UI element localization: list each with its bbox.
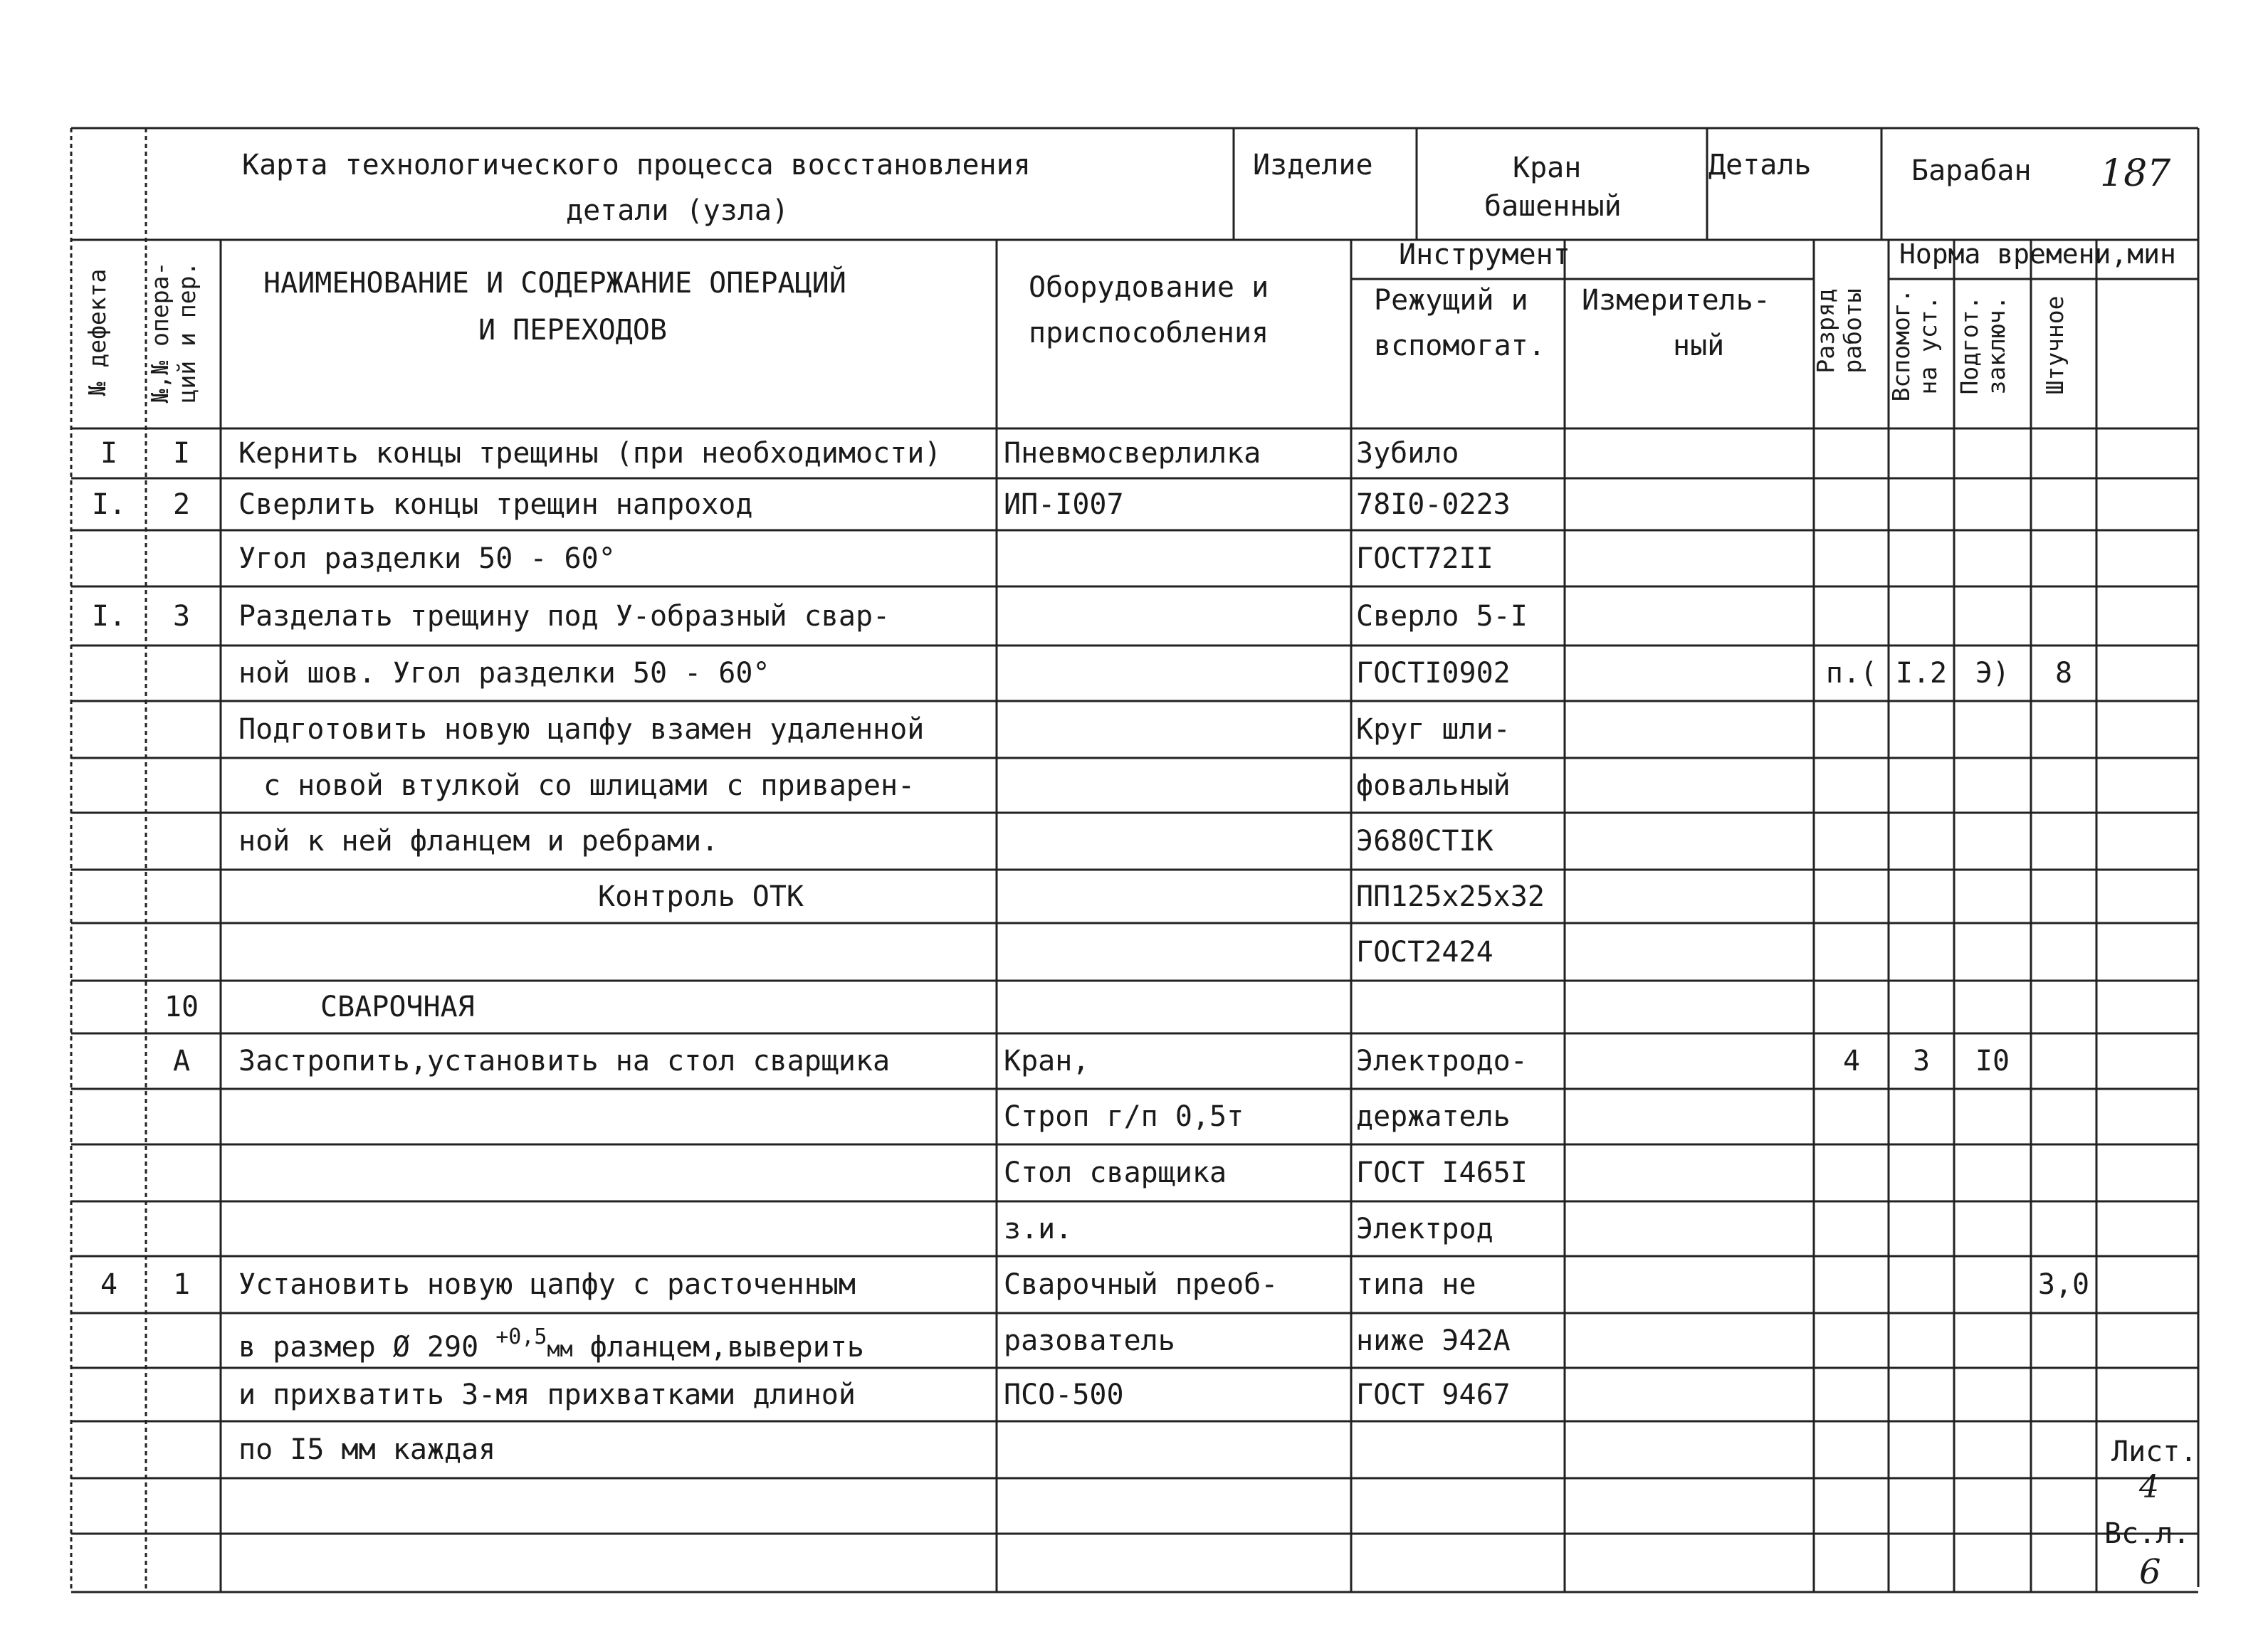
cell-cut: Сверло 5-I (1356, 600, 1528, 633)
title-line-1: Карта технологического процесса восстановления (242, 149, 1031, 181)
cell-op: 10 (164, 991, 199, 1023)
cell-name: ной к ней фланцем и ребрами. (238, 825, 719, 858)
cell-cut: держатель (1356, 1100, 1511, 1133)
cell-equip: Пневмосверлилка (1004, 437, 1261, 470)
cell-cut: ГОСТI0902 (1356, 657, 1511, 690)
cell-name: Установить новую цапфу с расточенным (238, 1268, 856, 1301)
cell-op: 1 (172, 1268, 191, 1301)
cell-name-part: в размер Ø 290 (238, 1331, 496, 1364)
col-defect-no: № дефекта (83, 268, 111, 396)
cell-aux: 3 (1912, 1045, 1931, 1077)
cell-cut: Электрод (1356, 1213, 1493, 1245)
cell-cut: Э680СТIК (1356, 825, 1493, 858)
cell-op: I (172, 437, 191, 470)
cell-equip: разователь (1004, 1324, 1175, 1357)
cell-name-part: мм (547, 1337, 573, 1362)
cell-grade: п.( (1825, 657, 1878, 690)
col-measuring-line-1: Измеритель- (1582, 284, 1770, 317)
cell-op: А (172, 1045, 191, 1077)
cell-equip: ИП-I007 (1004, 488, 1124, 521)
col-cutting-line-1: Режущий и (1374, 284, 1528, 317)
product-value-line-2: башенный (1484, 190, 1622, 223)
part-label: Деталь (1708, 149, 1812, 181)
cell-op: 3 (172, 600, 191, 633)
col-op-no: №,№ опера- ций и пер. (146, 261, 201, 404)
cell-grade: 4 (1842, 1045, 1861, 1077)
col-name-line-1: НАИМЕНОВАНИЕ И СОДЕРЖАНИЕ ОПЕРАЦИЙ (263, 267, 846, 300)
col-measuring-line-2: ный (1673, 330, 1725, 362)
cell-name: Разделать трещину под У-образный свар- (238, 600, 891, 633)
cell-name: ной шов. Угол разделки 50 - 60° (238, 657, 770, 690)
cell-cut: ГОСТ2424 (1356, 936, 1493, 969)
cell-cut: ПП125х25х32 (1356, 880, 1545, 913)
cell-name-part: +0,5 (495, 1324, 547, 1349)
total-sheets-label: Вс.л. (2104, 1517, 2190, 1550)
total-sheets-value: 6 (2139, 1552, 2161, 1592)
cell-prep: I0 (1975, 1045, 2010, 1077)
cell-name: Угол разделки 50 - 60° (238, 542, 616, 575)
cell-name-part: фланцем,выверить (572, 1331, 865, 1364)
cell-name (238, 1324, 993, 1364)
cell-op: 2 (172, 488, 191, 521)
cell-name: по I5 мм каждая (238, 1433, 496, 1466)
col-equipment-line-2: приспособления (1029, 317, 1269, 349)
cell-cut: 78I0-0223 (1356, 488, 1511, 521)
cell-defect: I (100, 437, 118, 470)
col-equipment-line-1: Оборудование и (1029, 271, 1269, 304)
col-piece: Штучное (2041, 295, 2069, 395)
sheet-value: 4 (2139, 1469, 2159, 1505)
product-value-line-1: Кран (1513, 152, 1582, 184)
cell-equip: Стол сварщика (1004, 1156, 1227, 1189)
col-name-line-2: И ПЕРЕХОДОВ (478, 314, 667, 347)
cell-cut: ГОСТ I465I (1356, 1156, 1528, 1189)
cell-name: Застропить,установить на стол сварщика (238, 1045, 891, 1077)
cell-cut: Электродо- (1356, 1045, 1528, 1077)
handwritten-number: 187 (2100, 152, 2171, 195)
product-label: Изделие (1253, 149, 1373, 181)
cell-name: Кернить концы трещины (при необходимости) (238, 437, 942, 470)
cell-name: Подготовить новую цапфу взамен удаленной (238, 713, 925, 746)
cell-equip: Строп г/п 0,5т (1004, 1100, 1244, 1133)
cell-equip: з.и. (1004, 1213, 1073, 1245)
col-prep: Подгот. заключ. (1955, 295, 2010, 395)
cell-equip: Кран, (1004, 1045, 1090, 1077)
cell-equip: Сварочный преоб- (1004, 1268, 1279, 1301)
col-aux: Вспомог. на уст. (1887, 288, 1942, 402)
cell-equip: ПСО-500 (1004, 1379, 1124, 1411)
cell-cut: ГОСТ 9467 (1356, 1379, 1511, 1411)
cell-name: с новой втулкой со шлицами с приварен- (263, 769, 915, 802)
cell-cut: фовальный (1356, 769, 1511, 802)
cell-cut: типа не (1356, 1268, 1476, 1301)
cell-name: Сверлить концы трещин напроход (238, 488, 753, 521)
cell-cut: Зубило (1356, 437, 1459, 470)
cell-defect: I. (91, 600, 127, 633)
cell-piece: 3,0 (2037, 1268, 2090, 1301)
title-line-2: детали (узла) (566, 194, 789, 227)
cell-defect: I. (91, 488, 127, 521)
cell-cut: ГОСТ72II (1356, 542, 1493, 575)
col-tool-group: Инструмент (1399, 238, 1570, 271)
sheet-label: Лист. (2111, 1435, 2198, 1468)
cell-name: Контроль ОТК (598, 880, 804, 913)
cell-cut: Круг шли- (1356, 713, 1511, 746)
col-cutting-line-2: вспомогат. (1374, 330, 1545, 362)
col-grade: Разряд работы (1812, 288, 1867, 374)
cell-name: СВАРОЧНАЯ (320, 991, 475, 1023)
cell-cut: ниже Э42А (1356, 1324, 1511, 1357)
cell-name: и прихватить 3-мя прихватками длиной (238, 1379, 856, 1411)
cell-defect: 4 (100, 1268, 118, 1301)
col-time-group: Норма времени,мин (1899, 238, 2176, 270)
cell-prep: Э) (1975, 657, 2010, 690)
cell-piece: 8 (2054, 657, 2073, 690)
cell-aux: I.2 (1895, 657, 1948, 690)
part-value: Барабан (1911, 154, 2032, 187)
